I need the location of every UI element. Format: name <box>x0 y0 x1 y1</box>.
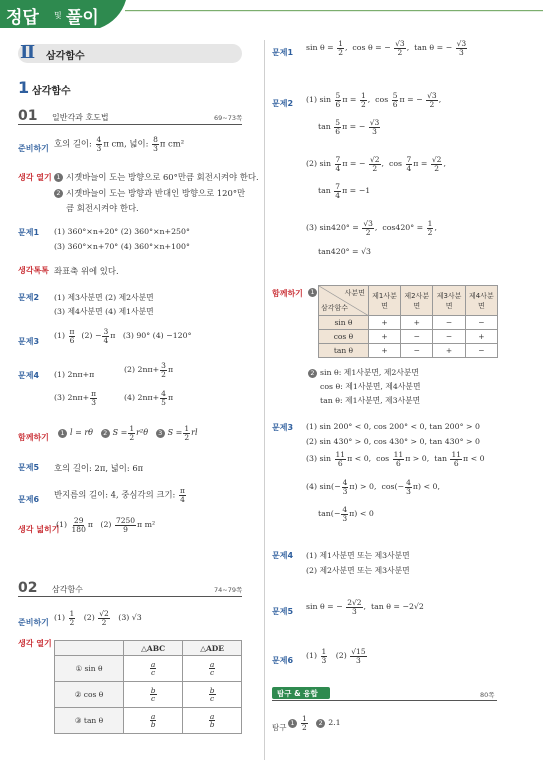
label-q5-right: 문제5 <box>272 607 294 616</box>
ratio-row-label: ② cos θ <box>55 682 124 708</box>
tok-answer: 좌표축 위에 있다. <box>54 266 119 276</box>
ratio-table-corner <box>55 641 124 656</box>
ratio-cell: $\frac{a}{c}$ <box>183 656 242 682</box>
q4r-2: (2) 제2사분면 또는 제3사분면 <box>306 566 410 575</box>
label-prep: 준비하기 <box>18 144 49 153</box>
label-q3-right: 문제3 <box>272 423 294 432</box>
label-q1: 문제1 <box>18 228 40 237</box>
label-open: 생각 열기 <box>18 173 52 182</box>
sign-cell: − <box>465 344 497 358</box>
label-q5: 문제5 <box>18 463 40 472</box>
explore-page: 80쪽 <box>480 691 495 699</box>
q3r-1: (1) sin 200° < 0, cos 200° < 0, tan 200° > 0 <box>306 422 480 431</box>
q4-answer-3: (3) 2nπ+ $\frac{\pi}{3}$ <box>54 389 97 407</box>
chapter-numeral: Ⅱ <box>20 42 36 63</box>
ratio-row-label: ③ tan θ <box>55 708 124 734</box>
ratio-table-h-ade: △ADE <box>183 641 242 656</box>
section-number: 1 <box>18 78 30 97</box>
label-q6: 문제6 <box>18 495 40 504</box>
explore-answer: 1 $\frac{1}{2}$ 2 2.1 <box>288 715 341 731</box>
q1r-answer: sin θ = $\frac{1}{2}$ , cos θ = − $\frac{√3}{2}$ , tan θ = − $\frac{√3}{3}$ <box>306 39 467 57</box>
label-tok: 생각톡톡 <box>18 266 49 275</box>
column-divider <box>264 40 265 760</box>
label-q3: 문제3 <box>18 337 40 346</box>
sign-table-h2: 제2사분면 <box>401 286 433 316</box>
sign-cell: − <box>401 344 433 358</box>
label-explore: 탐구 <box>272 723 287 732</box>
label-q2: 문제2 <box>18 293 40 302</box>
sign-cell: + <box>368 316 400 330</box>
ratio-cell: $\frac{a}{c}$ <box>124 656 183 682</box>
unit02-rule <box>18 596 242 597</box>
q5-answer: 호의 길이: 2π, 넓이: 6π <box>54 463 144 473</box>
sign-table <box>318 285 498 358</box>
ratio-row-label: ① sin θ <box>55 656 124 682</box>
sign-table-h3: 제3사분면 <box>433 286 465 316</box>
label-open2: 생각 열기 <box>18 639 52 648</box>
label-q4-right: 문제4 <box>272 551 294 560</box>
q4-answer-2: (2) 2nπ+ $\frac{3}{2}$ π <box>124 361 174 379</box>
chapter-title: 삼각함수 <box>46 51 85 62</box>
q4-answer-4: (4) 2nπ+ $\frac{4}{5}$ π <box>124 389 174 407</box>
sign-table-h1: 제1사분면 <box>368 286 400 316</box>
q3r-4b: tan(− $\frac{4}{3}$ π) < 0 <box>318 505 374 523</box>
explore-title: 탐구 & 융합 <box>277 689 318 698</box>
ratio-table <box>54 640 242 734</box>
q2r-1: (1) sin $\frac{5}{6}$ π = $\frac{1}{2}$ , cos $\frac{5}{6}$ π = − $\frac{√3}{2}$ , <box>306 91 442 109</box>
together-right-2b: cos θ: 제1사분면, 제4사분면 <box>320 382 421 391</box>
q3r-4: (4) sin(− $\frac{4}{3}$ π) > 0, cos(− $\frac{4}{3}$ π) < 0, <box>306 478 440 496</box>
q2r-3b: tan420° = √3 <box>318 247 372 256</box>
sign-cell: + <box>368 344 400 358</box>
together-answer: 1 l = rθ 2 S = $\frac{1}{2}$ r²θ 3 S = $\frac{1}{2}$ rl <box>58 425 198 441</box>
label-q4: 문제4 <box>18 371 40 380</box>
label-q2-right: 문제2 <box>272 99 294 108</box>
ratio-cell: $\frac{b}{c}$ <box>124 682 183 708</box>
q2r-2b: tan $\frac{7}{4}$ π = −1 <box>318 182 371 200</box>
q6r-answer: (1) $\frac{1}{3}$ (2) $\frac{√15}{3}$ <box>306 647 366 665</box>
sign-table-corner: 사분면 삼각함수 <box>319 286 369 316</box>
together-right-2c: tan θ: 제1사분면, 제3사분면 <box>320 396 421 405</box>
header-title-a: 정답 <box>6 8 39 28</box>
label-together-right: 함께하기 <box>272 289 303 298</box>
unit02-pages: 74~79쪽 <box>214 586 243 594</box>
q3r-3: (3) sin $\frac{11}{6}$ π < 0, cos $\frac{11}{6}$ π > 0, tan $\frac{11}{6}$ π < 0 <box>306 450 485 468</box>
open-answer-1: 1 시곗바늘이 도는 방향으로 60°만큼 회전시켜야 한다. <box>54 171 259 183</box>
ratio-cell: $\frac{a}{b}$ <box>124 708 183 734</box>
q1-line-b: (3) 360°×n+70° (4) 360°×n+100° <box>54 242 190 251</box>
label-prep2: 준비하기 <box>18 618 49 627</box>
q3-answer: (1) $\frac{\pi}{6}$ (2) − $\frac{3}{4}$ π (3) 90° (4) −120° <box>54 327 192 345</box>
ratio-cell: $\frac{b}{c}$ <box>183 682 242 708</box>
q2r-1b: tan $\frac{5}{6}$ π = − $\frac{√3}{3}$ <box>318 118 380 136</box>
expand-answer: (1) $\frac{29}{180}$ π (2) $\frac{7250}{9}$ π m² <box>56 516 156 534</box>
ratio-cell: $\frac{a}{b}$ <box>183 708 242 734</box>
sign-row-label: sin θ <box>319 316 369 330</box>
q2-line-b: (3) 제4사분면 (4) 제1사분면 <box>54 307 154 316</box>
sign-cell: + <box>401 316 433 330</box>
unit01-pages: 69~73쪽 <box>214 114 243 122</box>
section-title: 삼각함수 <box>32 86 71 97</box>
together-right-mark-1: 1 <box>308 288 317 297</box>
header-title-b: 풀이 <box>66 8 99 28</box>
label-expand: 생각 넓히기 <box>18 525 60 534</box>
sign-cell: − <box>433 316 465 330</box>
label-q6-right: 문제6 <box>272 656 294 665</box>
open-answer-2: 2 시곗바늘이 도는 방향과 반대인 방향으로 120°만 <box>54 187 245 199</box>
unit01-number: 01 <box>18 108 38 124</box>
q3r-2: (2) sin 430° > 0, cos 430° > 0, tan 430° > 0 <box>306 437 480 446</box>
q1-line-a: (1) 360°×n+20° (2) 360°×n+250° <box>54 227 190 236</box>
prep2-answer: (1) $\frac{1}{2}$ (2) $\frac{√2}{2}$ (3) √3 <box>54 609 142 627</box>
header-title-mid: 및 <box>54 11 62 20</box>
unit02-title: 삼각함수 <box>52 585 83 594</box>
sign-cell: − <box>433 330 465 344</box>
sign-row-label: cos θ <box>319 330 369 344</box>
unit01-rule <box>18 124 242 125</box>
label-q1-right: 문제1 <box>272 48 294 57</box>
sign-cell: + <box>368 330 400 344</box>
q4-answer-1: (1) 2nπ+π <box>54 370 95 379</box>
label-together: 함께하기 <box>18 433 49 442</box>
unit02-number: 02 <box>18 580 38 596</box>
sign-cell: + <box>433 344 465 358</box>
together-right-2a: 2 sin θ: 제1사분면, 제2사분면 <box>308 367 419 378</box>
q2-line-a: (1) 제3사분면 (2) 제2사분면 <box>54 293 154 302</box>
sign-cell: − <box>401 330 433 344</box>
q2r-3: (3) sin420° = $\frac{√3}{2}$ , cos420° = $\frac{1}{2}$ , <box>306 219 437 237</box>
q5r-answer: sin θ = − $\frac{2√2}{3}$ , tan θ = −2√2 <box>306 598 424 616</box>
sign-cell: − <box>465 316 497 330</box>
open-answer-2b: 큼 회전시켜야 한다. <box>66 203 139 213</box>
sign-cell: + <box>465 330 497 344</box>
sign-table-h4: 제4사분면 <box>465 286 497 316</box>
sign-row-label: tan θ <box>319 344 369 358</box>
q2r-2: (2) sin $\frac{7}{4}$ π = − $\frac{√2}{2}$ , cos $\frac{7}{4}$ π = $\frac{√2}{2}$ , <box>306 155 446 173</box>
prep-answer: 호의 길이: $\frac{4}{3}$ π cm, 넓이: $\frac{8}{3}$ π cm² <box>54 135 185 153</box>
q4r-1: (1) 제1사분면 또는 제3사분면 <box>306 551 410 560</box>
ratio-table-h-abc: △ABC <box>124 641 183 656</box>
header-banner <box>0 0 543 36</box>
unit01-title: 일반각과 호도법 <box>52 113 109 122</box>
q6-answer: 반지름의 길이: 4, 중심각의 크기: $\frac{\pi}{4}$ <box>54 486 185 504</box>
